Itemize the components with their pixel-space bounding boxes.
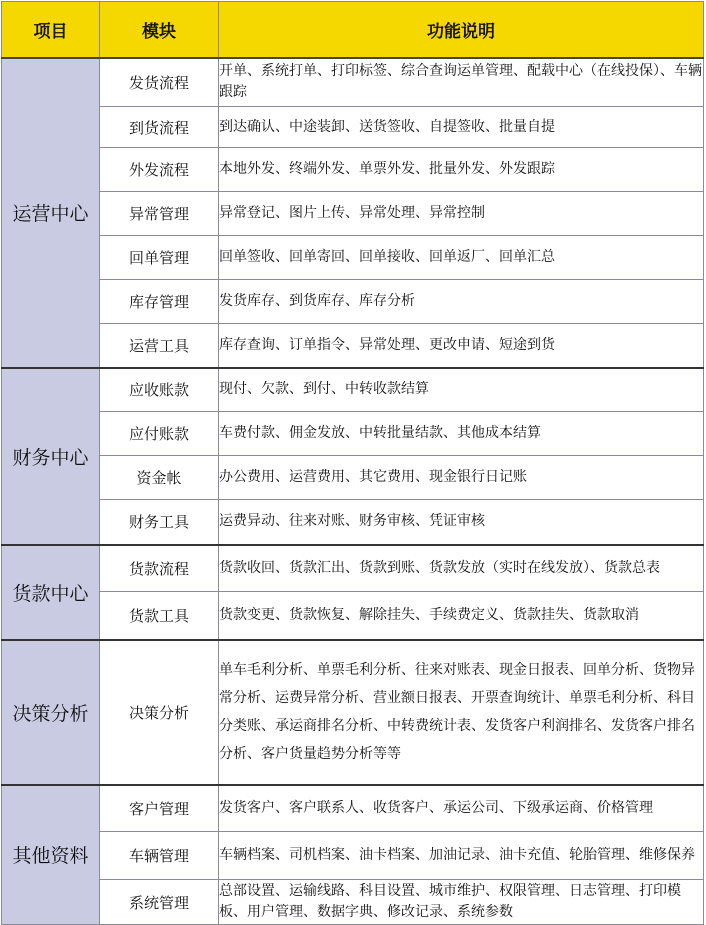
table-row bbox=[2, 236, 704, 280]
table-row bbox=[2, 107, 704, 148]
table-row bbox=[2, 640, 704, 785]
description-cell: 运费异动、往来对账、财务审核、凭证审核 bbox=[219, 500, 704, 545]
category-cell: 货款中心 bbox=[2, 545, 100, 640]
table-row bbox=[2, 58, 704, 107]
description-cell: 办公费用、运营费用、其它费用、现金银行日记账 bbox=[219, 456, 704, 500]
description-cell: 到达确认、中途装卸、送货签收、自提签收、批量自提 bbox=[219, 107, 704, 148]
description-cell: 现付、欠款、到付、中转收款结算 bbox=[219, 368, 704, 412]
module-cell: 资金帐 bbox=[100, 456, 219, 500]
table-row bbox=[2, 832, 704, 880]
category-cell: 决策分析 bbox=[2, 640, 100, 785]
description-cell: 库存查询、订单指令、异常处理、更改申请、短途到货 bbox=[219, 324, 704, 368]
description-cell: 开单、系统打单、打印标签、综合查询运单管理、配载中心（在线投保）、车辆跟踪 bbox=[219, 58, 704, 107]
header-row bbox=[2, 2, 704, 58]
module-cell: 决策分析 bbox=[100, 640, 219, 785]
description-cell: 总部设置、运输线路、科目设置、城市维护、权限管理、日志管理、打印模板、用户管理、数据字典、修改记录、系统参数 bbox=[219, 880, 704, 925]
module-cell: 运营工具 bbox=[100, 324, 219, 368]
module-cell: 财务工具 bbox=[100, 500, 219, 545]
module-cell: 外发流程 bbox=[100, 148, 219, 192]
description-cell: 单车毛利分析、单票毛利分析、往来对账表、现金日报表、回单分析、货物异常分析、运费异常分析、营业额日报表、开票查询统计、单票毛利分析、科目分类账、承运商排名分析、中转费统计表、发货客户利润排名、发货客户排名分析、客户货量趋势分析等等 bbox=[219, 640, 704, 785]
table-row bbox=[2, 545, 704, 592]
module-cell: 应收账款 bbox=[100, 368, 219, 412]
description-cell: 车费付款、佣金发放、中转批量结款、其他成本结算 bbox=[219, 412, 704, 456]
table-row bbox=[2, 500, 704, 545]
category-cell: 其他资料 bbox=[2, 785, 100, 925]
header-project: 项目 bbox=[2, 2, 100, 58]
description-cell: 异常登记、图片上传、异常处理、异常控制 bbox=[219, 192, 704, 236]
module-cell: 发货流程 bbox=[100, 58, 219, 107]
table-row bbox=[2, 280, 704, 324]
module-cell: 回单管理 bbox=[100, 236, 219, 280]
table-row bbox=[2, 592, 704, 640]
module-cell: 系统管理 bbox=[100, 880, 219, 925]
description-cell: 回单签收、回单寄回、回单接收、回单返厂、回单汇总 bbox=[219, 236, 704, 280]
module-cell: 客户管理 bbox=[100, 785, 219, 832]
description-cell: 本地外发、终端外发、单票外发、批量外发、外发跟踪 bbox=[219, 148, 704, 192]
header-module: 模块 bbox=[100, 2, 219, 58]
description-cell: 车辆档案、司机档案、油卡档案、加油记录、油卡充值、轮胎管理、维修保养 bbox=[219, 832, 704, 880]
module-cell: 库存管理 bbox=[100, 280, 219, 324]
feature-table bbox=[1, 1, 704, 925]
module-cell: 到货流程 bbox=[100, 107, 219, 148]
module-cell: 货款工具 bbox=[100, 592, 219, 640]
table-row bbox=[2, 412, 704, 456]
module-cell: 货款流程 bbox=[100, 545, 219, 592]
table-row bbox=[2, 456, 704, 500]
module-cell: 应付账款 bbox=[100, 412, 219, 456]
category-cell: 运营中心 bbox=[2, 58, 100, 368]
description-cell: 货款变更、货款恢复、解除挂失、手续费定义、货款挂失、货款取消 bbox=[219, 592, 704, 640]
table-row bbox=[2, 324, 704, 368]
description-cell: 货款收回、货款汇出、货款到账、货款发放（实时在线发放）、货款总表 bbox=[219, 545, 704, 592]
table-row bbox=[2, 148, 704, 192]
table-row bbox=[2, 192, 704, 236]
module-cell: 异常管理 bbox=[100, 192, 219, 236]
table-row bbox=[2, 785, 704, 832]
description-cell: 发货客户、客户联系人、收货客户、承运公司、下级承运商、价格管理 bbox=[219, 785, 704, 832]
table-row bbox=[2, 368, 704, 412]
description-cell: 发货库存、到货库存、库存分析 bbox=[219, 280, 704, 324]
category-cell: 财务中心 bbox=[2, 368, 100, 545]
module-cell: 车辆管理 bbox=[100, 832, 219, 880]
header-description: 功能说明 bbox=[219, 2, 704, 58]
